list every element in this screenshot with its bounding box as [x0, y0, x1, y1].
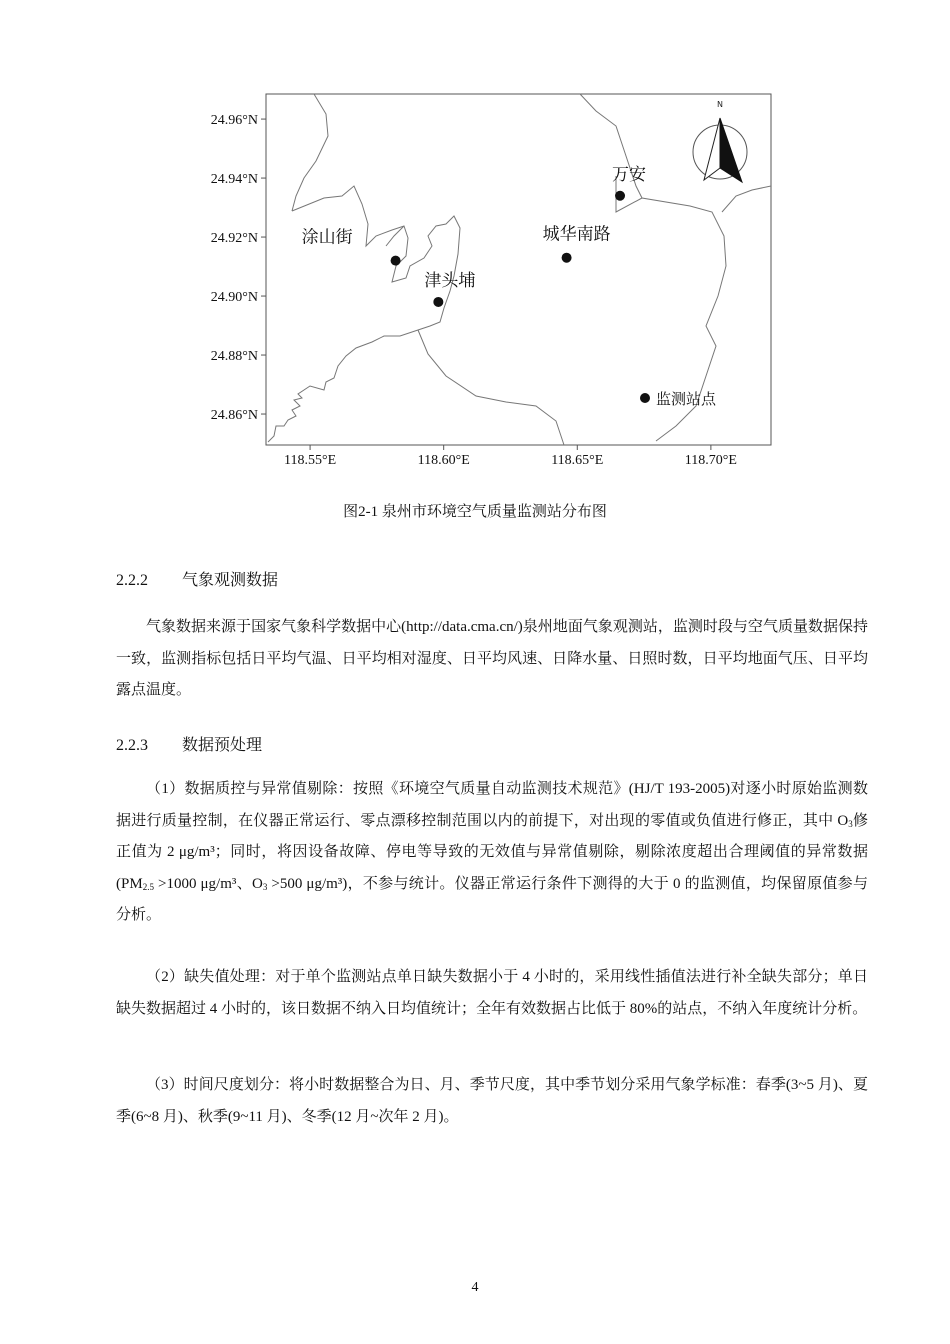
lat-tick-label: 24.88°N	[210, 349, 258, 365]
station-marker	[391, 256, 401, 266]
paragraph-missing-values: （2）缺失值处理：对于单个监测站点单日缺失数据小于 4 小时的，采用线性插值法进行补全缺失部分；单日缺失数据超过 4 小时的，该日数据不纳入日均值统计；全年有效数据占比低于 80%的站点，不纳入年度统计分析。	[116, 969, 868, 1017]
page-number: 4	[471, 1280, 479, 1295]
station-marker	[562, 253, 572, 263]
station-map	[196, 86, 786, 476]
lat-tick-label: 24.92°N	[210, 231, 258, 247]
lat-tick-label: 24.94°N	[210, 172, 258, 188]
section-number: 2.2.2	[116, 572, 148, 589]
legend-label: 监测站点	[656, 390, 717, 408]
lon-tick-label: 118.70°E	[684, 453, 737, 468]
section-heading-223	[116, 732, 262, 755]
north-label: N	[717, 100, 723, 109]
paragraph-quality-control: （1）数据质控与异常值剔除：按照《环境空气质量自动监测技术规范》(HJ/T 193-2005)对逐小时原始监测数据进行质量控制，在仪器正常运行、零点漂移控制范围以内的前提下，对出现的零值或负值进行修正，其中 $O_3$修正值为 2 μg/m³；同时，将因设备故障、停电等导致的无效值与异常值剔除，剔除浓度超出合理阈值的异常数据($PM_{2.5} >1000$ μg/m³、$O_3 >500$ μg/m³)，不参与统计。仪器正常运行条件下测得的大于 0 的监测值，均保留原值参与分析。	[116, 781, 868, 923]
compass-icon	[693, 100, 747, 182]
station-label: 万安	[612, 164, 647, 185]
station-label: 津头埔	[424, 270, 476, 291]
section-heading-222	[116, 567, 278, 590]
legend-marker	[640, 393, 650, 403]
longitude-axis	[284, 445, 737, 468]
legend	[640, 390, 717, 408]
section-title: 数据预处理	[182, 737, 263, 754]
latitude-axis	[211, 113, 266, 423]
lat-tick-label: 24.86°N	[210, 408, 258, 424]
figure-caption: 图2-1 泉州市环境空气质量监测站分布图	[343, 504, 607, 520]
paragraph-time-scale: （3）时间尺度划分：将小时数据整合为日、月、季节尺度，其中季节划分采用气象学标准：春季(3~5 月)、夏季(6~8 月)、秋季(9~11 月)、冬季(12 月~次年 2 月)。	[116, 1077, 868, 1125]
lat-tick-label: 24.96°N	[210, 113, 258, 129]
station-label: 城华南路	[542, 224, 611, 245]
station-marker	[433, 297, 443, 307]
section-title: 气象观测数据	[182, 572, 279, 589]
paragraph-meteorological-data: 气象数据来源于国家气象科学数据中心(http://data.cma.cn/)泉州地面气象观测站，监测时段与空气质量数据保持一致，监测指标包括日平均气温、日平均相对湿度、日平均风速、日降水量、日照时数，日平均地面气压、日平均露点温度。	[116, 619, 868, 698]
station-marker	[615, 191, 625, 201]
lon-tick-label: 118.60°E	[417, 453, 470, 468]
lat-tick-label: 24.90°N	[210, 290, 258, 306]
lon-tick-label: 118.55°E	[284, 453, 337, 468]
section-number: 2.2.3	[116, 737, 148, 754]
lon-tick-label: 118.65°E	[551, 453, 604, 468]
station-label: 涂山街	[301, 227, 353, 248]
